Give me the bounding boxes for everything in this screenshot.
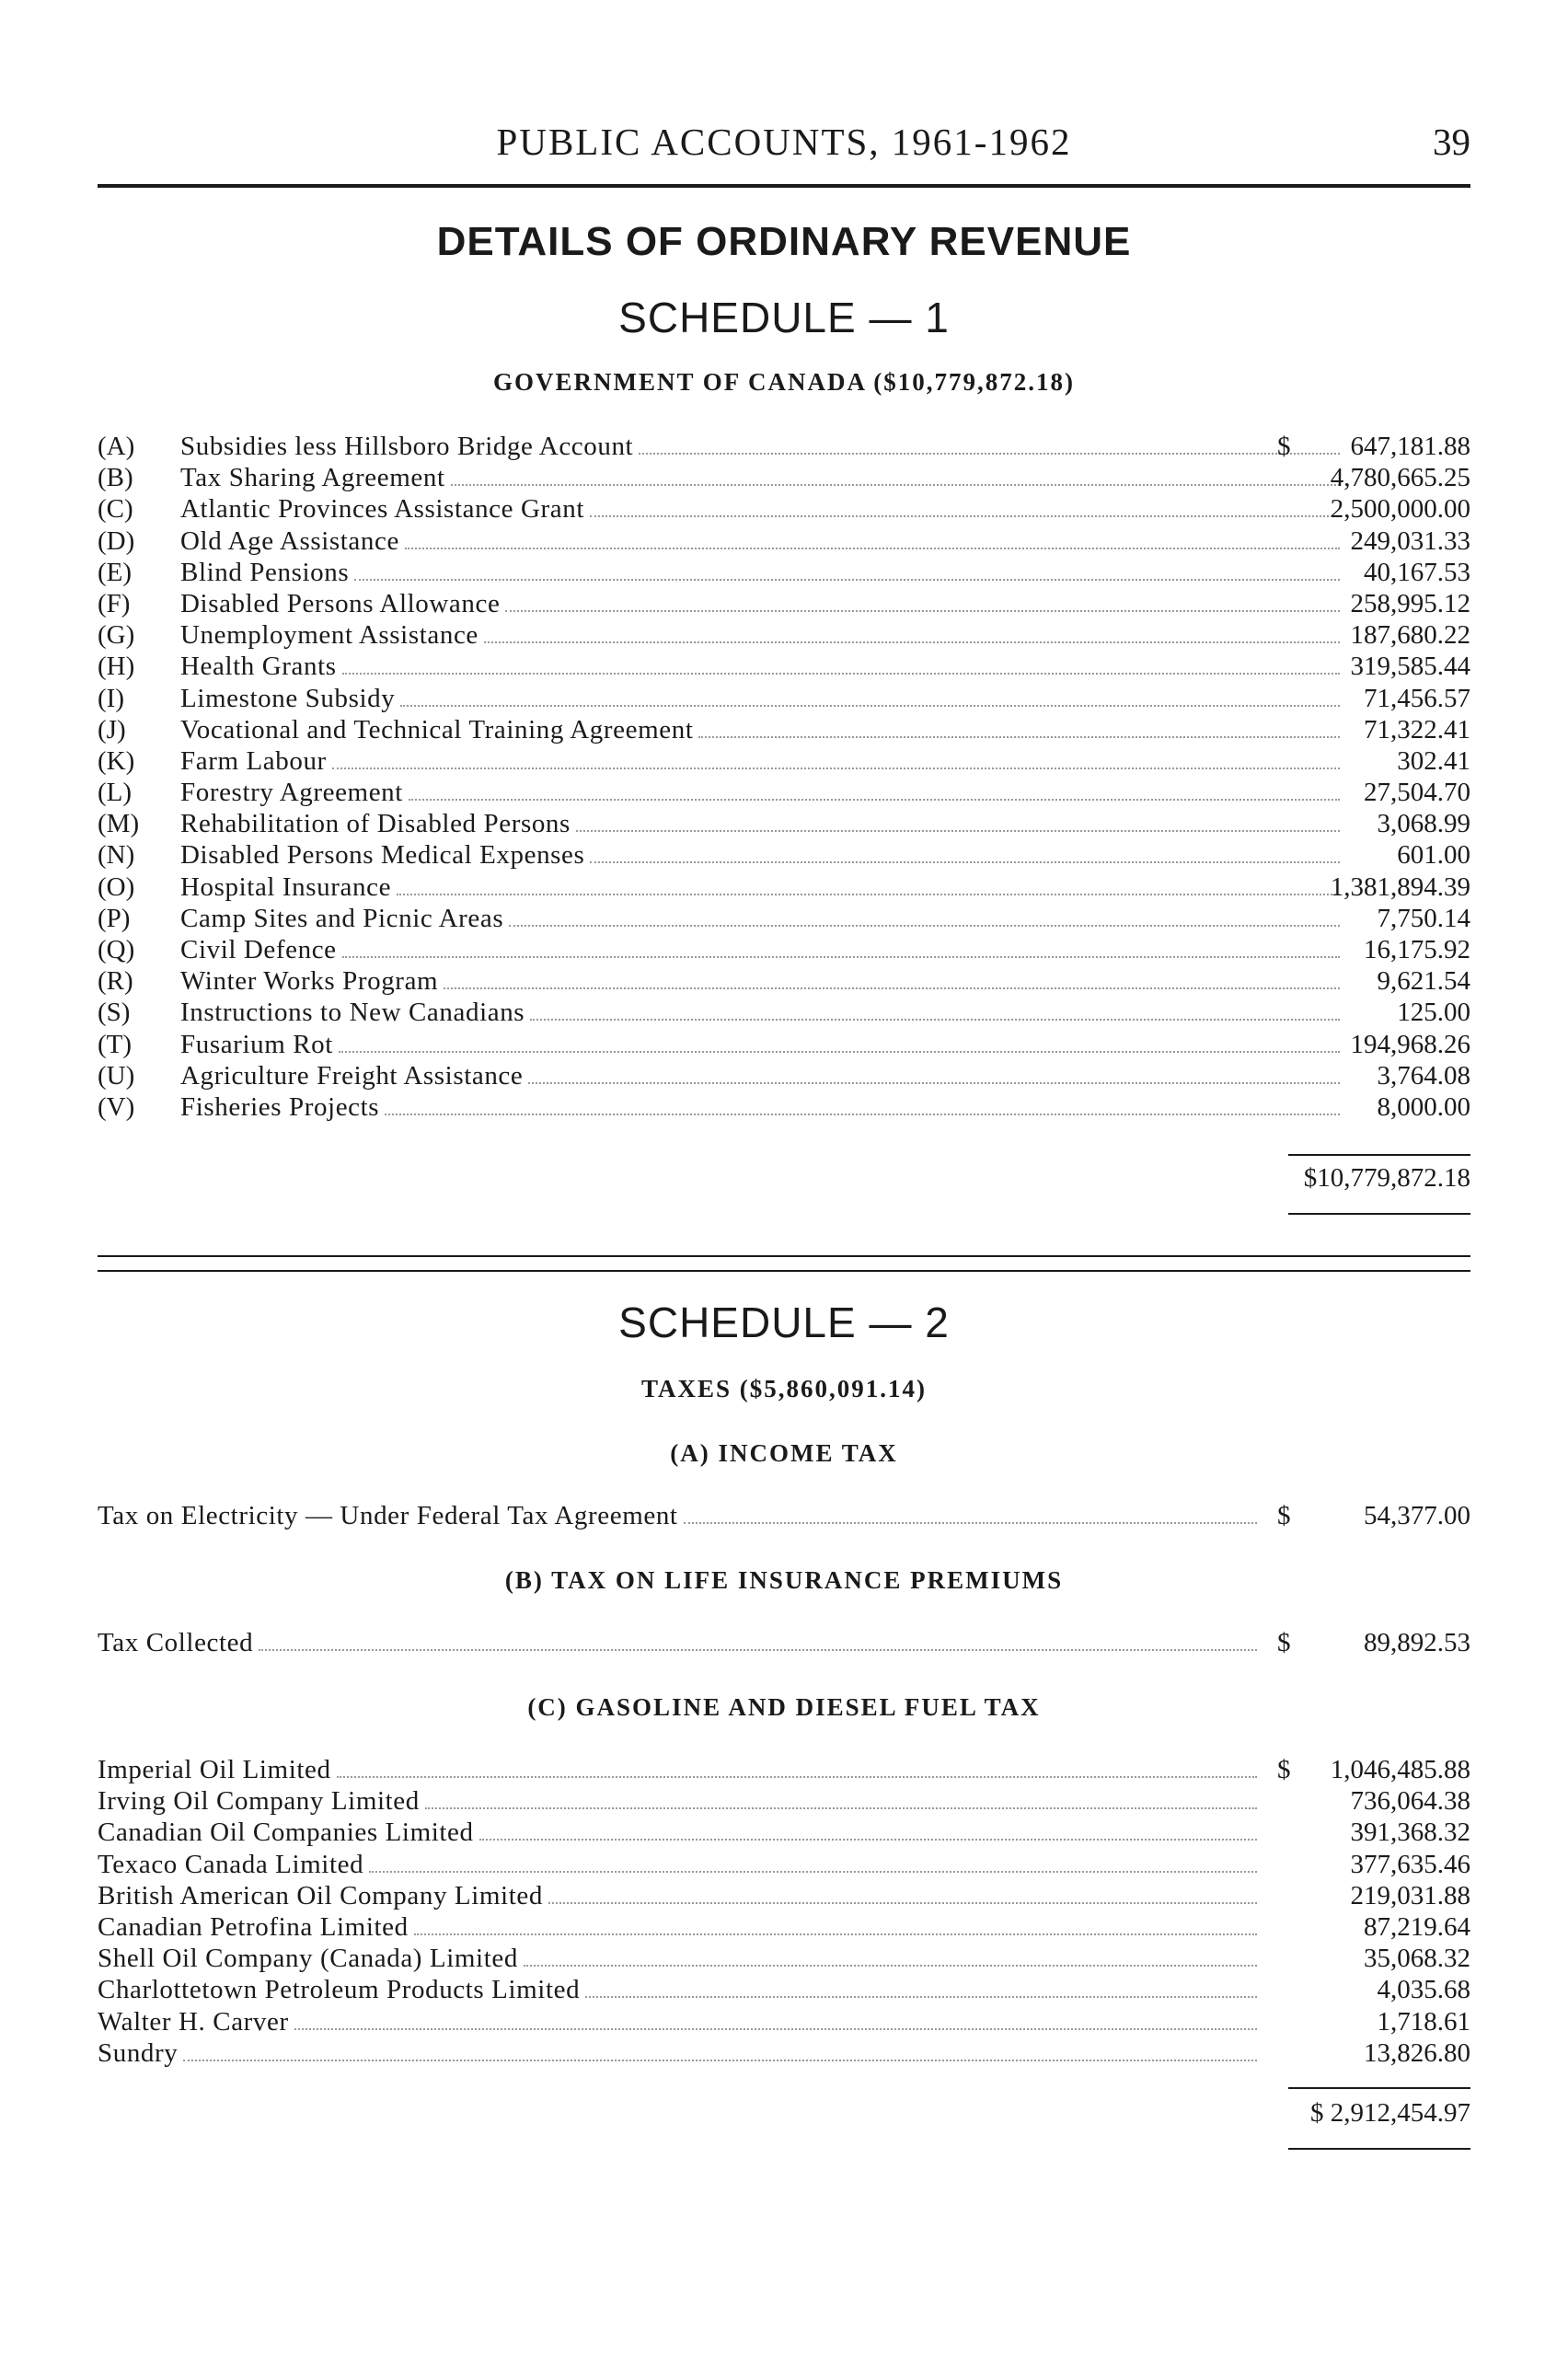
row-label: Farm Labour bbox=[180, 745, 327, 776]
leader-dots bbox=[530, 1018, 1340, 1021]
row-label: Hospital Insurance bbox=[180, 871, 392, 902]
leader-dots bbox=[342, 955, 1340, 958]
ledger-row bbox=[98, 493, 1470, 525]
row-label: Shell Oil Company (Canada) Limited bbox=[98, 1944, 518, 1974]
row-desc bbox=[180, 493, 1340, 525]
leader-dots bbox=[369, 1870, 1257, 1873]
row-amount: 54,377.00 bbox=[1364, 1501, 1470, 1530]
leader-dots bbox=[590, 860, 1340, 863]
ledger-row bbox=[98, 431, 1470, 462]
row-label: Disabled Persons Allowance bbox=[180, 588, 501, 618]
row-label: Tax on Electricity — Under Federal Tax Agreement bbox=[98, 1501, 678, 1530]
row-label: Texaco Canada Limited bbox=[98, 1849, 364, 1879]
leader-dots bbox=[509, 924, 1340, 927]
income-tax-heading: (A) INCOME TAX bbox=[670, 1439, 898, 1467]
leader-dots bbox=[342, 672, 1340, 675]
ledger-row bbox=[98, 1754, 1470, 1785]
schedule1-subheading: GOVERNMENT OF CANADA ($10,779,872.18) bbox=[493, 368, 1075, 396]
row-desc bbox=[180, 1029, 1340, 1060]
row-letter: (R) bbox=[98, 966, 133, 997]
row-letter: (D) bbox=[98, 525, 135, 556]
dollar-sign: $ bbox=[1277, 1501, 1291, 1530]
ledger-row bbox=[98, 839, 1470, 871]
row-amount: 87,219.64 bbox=[1364, 1911, 1470, 1942]
running-head bbox=[0, 120, 1568, 175]
leader-dots bbox=[385, 1113, 1340, 1115]
row-label: Imperial Oil Limited bbox=[98, 1755, 331, 1784]
schedule2-subheading: TAXES ($5,860,091.14) bbox=[640, 1375, 927, 1402]
row-amount: 219,031.88 bbox=[1350, 1880, 1470, 1910]
row-letter: (C) bbox=[98, 494, 133, 525]
row-amount: 249,031.33 bbox=[1350, 525, 1470, 556]
section-divider-top bbox=[98, 1255, 1470, 1257]
row-desc bbox=[98, 1754, 1257, 1785]
row-label: Vocational and Technical Training Agreement bbox=[180, 714, 694, 744]
row-desc bbox=[180, 462, 1340, 493]
row-label: Forestry Agreement bbox=[180, 778, 403, 808]
ledger-row bbox=[98, 745, 1470, 777]
ledger-row bbox=[98, 808, 1470, 839]
row-label: Fisheries Projects bbox=[180, 1091, 380, 1122]
row-desc bbox=[180, 714, 1340, 745]
row-desc bbox=[180, 683, 1340, 714]
schedule1-heading: SCHEDULE — 1 bbox=[618, 294, 950, 341]
row-letter: (N) bbox=[98, 840, 135, 871]
ledger-row bbox=[98, 871, 1470, 903]
row-label: Tax Sharing Agreement bbox=[180, 463, 445, 493]
ledger-row bbox=[98, 1817, 1470, 1848]
gasoline-total: $ 2,912,454.97 bbox=[1310, 2098, 1470, 2128]
row-amount: 377,635.46 bbox=[1350, 1849, 1470, 1879]
leader-dots bbox=[183, 2059, 1257, 2061]
ledger-row bbox=[98, 1029, 1470, 1060]
main-title: DETAILS OF ORDINARY REVENUE bbox=[436, 219, 1132, 264]
ledger-row bbox=[98, 1785, 1470, 1817]
ledger-row bbox=[98, 1060, 1470, 1091]
leader-dots bbox=[332, 767, 1340, 769]
leader-dots bbox=[528, 1081, 1340, 1084]
leader-dots bbox=[548, 1901, 1257, 1904]
row-letter: (U) bbox=[98, 1060, 135, 1091]
schedule2-heading: SCHEDULE — 2 bbox=[618, 1298, 950, 1346]
row-amount: 319,585.44 bbox=[1350, 652, 1470, 682]
row-letter: (L) bbox=[98, 778, 133, 808]
leader-dots bbox=[479, 1838, 1257, 1841]
leader-dots bbox=[339, 1050, 1340, 1053]
row-label: Fusarium Rot bbox=[180, 1029, 333, 1059]
row-amount: 16,175.92 bbox=[1364, 935, 1470, 964]
leader-dots bbox=[400, 704, 1340, 707]
subtotal-rule bbox=[1288, 2087, 1470, 2089]
row-desc bbox=[98, 1849, 1257, 1880]
row-desc bbox=[180, 1060, 1340, 1091]
row-label: Tax Collected bbox=[98, 1628, 254, 1657]
header-rule bbox=[98, 184, 1470, 188]
row-amount: 35,068.32 bbox=[1364, 1944, 1470, 1974]
total-underline bbox=[1288, 2148, 1470, 2150]
ledger-row bbox=[98, 777, 1470, 808]
row-label: Rehabilitation of Disabled Persons bbox=[180, 809, 571, 839]
gasoline-heading: (C) GASOLINE AND DIESEL FUEL TAX bbox=[527, 1693, 1041, 1721]
row-amount: 89,892.53 bbox=[1364, 1628, 1470, 1657]
row-label: Agriculture Freight Assistance bbox=[180, 1060, 524, 1091]
row-label: Charlottetown Petroleum Products Limited bbox=[98, 1975, 581, 2005]
dollar-sign: $ bbox=[1277, 1628, 1291, 1657]
row-desc bbox=[180, 619, 1340, 651]
row-amount: 2,500,000.00 bbox=[1330, 494, 1470, 525]
row-amount: 3,068.99 bbox=[1377, 809, 1470, 839]
row-amount: 194,968.26 bbox=[1350, 1029, 1470, 1059]
ledger-row bbox=[98, 903, 1470, 934]
gasoline-ledger bbox=[98, 1754, 1470, 2069]
row-letter: (F) bbox=[98, 588, 131, 618]
ledger-row bbox=[98, 1880, 1470, 1911]
row-desc bbox=[98, 1974, 1257, 2005]
row-desc bbox=[98, 1911, 1257, 1943]
row-amount: 40,167.53 bbox=[1364, 557, 1470, 587]
row-letter: (A) bbox=[98, 432, 135, 461]
ledger-row bbox=[98, 619, 1470, 651]
ledger-row bbox=[98, 2006, 1470, 2037]
ledger-row bbox=[98, 1091, 1470, 1123]
ledger-row bbox=[98, 997, 1470, 1028]
row-letter: (O) bbox=[98, 871, 135, 902]
ledger-row bbox=[98, 525, 1470, 557]
ledger-row bbox=[98, 714, 1470, 745]
row-letter: (B) bbox=[98, 463, 133, 493]
row-desc bbox=[98, 1785, 1257, 1817]
schedule1-ledger bbox=[98, 431, 1470, 1123]
leader-dots bbox=[259, 1648, 1257, 1651]
row-amount: 187,680.22 bbox=[1350, 620, 1470, 651]
row-amount: 4,035.68 bbox=[1377, 1975, 1470, 2005]
row-letter: (M) bbox=[98, 809, 140, 839]
row-amount: 3,764.08 bbox=[1377, 1060, 1470, 1091]
row-amount: 1,381,894.39 bbox=[1330, 871, 1470, 902]
row-label: Irving Oil Company Limited bbox=[98, 1786, 420, 1817]
row-desc bbox=[180, 777, 1340, 808]
row-amount: 71,322.41 bbox=[1364, 714, 1470, 744]
row-amount: 13,826.80 bbox=[1364, 2037, 1470, 2068]
ledger-row bbox=[98, 651, 1470, 682]
row-label: Health Grants bbox=[180, 652, 337, 682]
leader-dots bbox=[698, 735, 1340, 738]
life-insurance-ledger bbox=[98, 1627, 1470, 1658]
running-title: PUBLIC ACCOUNTS, 1961-1962 bbox=[496, 121, 1072, 163]
row-amount: 27,504.70 bbox=[1364, 778, 1470, 808]
row-label: Canadian Petrofina Limited bbox=[98, 1911, 409, 1942]
row-label: Blind Pensions bbox=[180, 557, 350, 587]
row-desc bbox=[98, 1943, 1257, 1974]
ledger-row bbox=[98, 1500, 1470, 1531]
row-label: Walter H. Carver bbox=[98, 2006, 289, 2037]
row-desc bbox=[180, 557, 1340, 588]
row-amount: 1,718.61 bbox=[1377, 2006, 1470, 2037]
row-desc bbox=[180, 871, 1340, 903]
dollar-sign: $ bbox=[1277, 1755, 1291, 1784]
row-label: Civil Defence bbox=[180, 935, 337, 964]
ledger-row bbox=[98, 1974, 1470, 2005]
total-underline bbox=[1288, 1213, 1470, 1215]
leader-dots bbox=[590, 514, 1340, 517]
row-letter: (H) bbox=[98, 652, 135, 682]
row-letter: (P) bbox=[98, 903, 131, 933]
page-number: 39 bbox=[1433, 121, 1470, 163]
section-divider-bottom bbox=[98, 1270, 1470, 1272]
ledger-row bbox=[98, 588, 1470, 619]
life-insurance-heading: (B) TAX ON LIFE INSURANCE PREMIUMS bbox=[504, 1566, 1064, 1594]
ledger-row bbox=[98, 1849, 1470, 1880]
leader-dots bbox=[639, 452, 1340, 455]
row-desc bbox=[180, 997, 1340, 1028]
row-desc bbox=[98, 1880, 1257, 1911]
row-label: Sundry bbox=[98, 2037, 179, 2068]
ledger-row bbox=[98, 1943, 1470, 1974]
leader-dots bbox=[505, 609, 1340, 612]
row-letter: (V) bbox=[98, 1091, 135, 1122]
row-label: Subsidies less Hillsboro Bridge Account bbox=[180, 432, 634, 461]
row-letter: (E) bbox=[98, 557, 133, 587]
row-desc bbox=[98, 1500, 1257, 1531]
row-amount: 125.00 bbox=[1397, 998, 1470, 1028]
row-letter: (J) bbox=[98, 714, 126, 744]
ledger-row bbox=[98, 934, 1470, 965]
row-desc bbox=[180, 745, 1340, 777]
row-letter: (K) bbox=[98, 745, 135, 776]
ledger-row bbox=[98, 2037, 1470, 2069]
row-amount: 391,368.32 bbox=[1350, 1818, 1470, 1848]
leader-dots bbox=[409, 798, 1340, 801]
row-amount: 71,456.57 bbox=[1364, 683, 1470, 713]
ledger-row bbox=[98, 683, 1470, 714]
row-desc bbox=[180, 839, 1340, 871]
ledger-row bbox=[98, 965, 1470, 997]
leader-dots bbox=[294, 2027, 1257, 2030]
row-desc bbox=[180, 934, 1340, 965]
row-desc bbox=[98, 2006, 1257, 2037]
leader-dots bbox=[425, 1806, 1257, 1809]
row-desc bbox=[180, 808, 1340, 839]
row-label: Unemployment Assistance bbox=[180, 620, 478, 651]
row-letter: (T) bbox=[98, 1029, 133, 1059]
row-label: Winter Works Program bbox=[180, 966, 439, 997]
row-amount: 258,995.12 bbox=[1350, 588, 1470, 618]
row-amount: 736,064.38 bbox=[1350, 1786, 1470, 1817]
row-desc bbox=[98, 1627, 1257, 1658]
row-desc bbox=[180, 431, 1340, 462]
leader-dots bbox=[397, 893, 1340, 895]
row-amount: 1,046,485.88 bbox=[1330, 1755, 1470, 1784]
leader-dots bbox=[354, 578, 1340, 581]
leader-dots bbox=[484, 641, 1340, 643]
row-label: Old Age Assistance bbox=[180, 525, 399, 556]
income-tax-ledger bbox=[98, 1500, 1470, 1531]
row-amount: 601.00 bbox=[1397, 840, 1470, 871]
ledger-row bbox=[98, 557, 1470, 588]
row-label: Limestone Subsidy bbox=[180, 683, 396, 713]
leader-dots bbox=[414, 1933, 1257, 1935]
row-desc bbox=[180, 588, 1340, 619]
row-desc bbox=[180, 965, 1340, 997]
row-desc bbox=[180, 1091, 1340, 1123]
row-label: Camp Sites and Picnic Areas bbox=[180, 903, 504, 933]
row-amount: 302.41 bbox=[1397, 745, 1470, 776]
leader-dots bbox=[524, 1964, 1257, 1967]
ledger-row bbox=[98, 462, 1470, 493]
row-letter: (Q) bbox=[98, 935, 135, 964]
row-label: Disabled Persons Medical Expenses bbox=[180, 840, 585, 871]
row-desc bbox=[98, 2037, 1257, 2069]
row-desc bbox=[180, 651, 1340, 682]
row-amount: 4,780,665.25 bbox=[1330, 463, 1470, 493]
row-desc bbox=[180, 903, 1340, 934]
row-label: Instructions to New Canadians bbox=[180, 998, 525, 1028]
row-letter: (G) bbox=[98, 620, 135, 651]
leader-dots bbox=[684, 1521, 1257, 1524]
schedule1-total: $10,779,872.18 bbox=[1303, 1163, 1470, 1193]
subtotal-rule bbox=[1288, 1154, 1470, 1156]
row-amount: 647,181.88 bbox=[1350, 432, 1470, 461]
leader-dots bbox=[337, 1775, 1257, 1778]
row-letter: (S) bbox=[98, 998, 131, 1028]
leader-dots bbox=[444, 987, 1340, 989]
row-label: Canadian Oil Companies Limited bbox=[98, 1818, 474, 1848]
row-label: Atlantic Provinces Assistance Grant bbox=[180, 494, 584, 525]
row-amount: 9,621.54 bbox=[1377, 966, 1470, 997]
row-desc bbox=[180, 525, 1340, 557]
ledger-row bbox=[98, 1911, 1470, 1943]
row-amount: 7,750.14 bbox=[1377, 903, 1470, 933]
row-label: British American Oil Company Limited bbox=[98, 1880, 543, 1910]
leader-dots bbox=[451, 483, 1340, 486]
leader-dots bbox=[576, 829, 1340, 832]
row-letter: (I) bbox=[98, 683, 124, 713]
leader-dots bbox=[585, 1995, 1257, 1998]
row-desc bbox=[98, 1817, 1257, 1848]
ledger-row bbox=[98, 1627, 1470, 1658]
leader-dots bbox=[405, 547, 1340, 549]
dollar-sign: $ bbox=[1277, 432, 1291, 461]
row-amount: 8,000.00 bbox=[1377, 1091, 1470, 1122]
